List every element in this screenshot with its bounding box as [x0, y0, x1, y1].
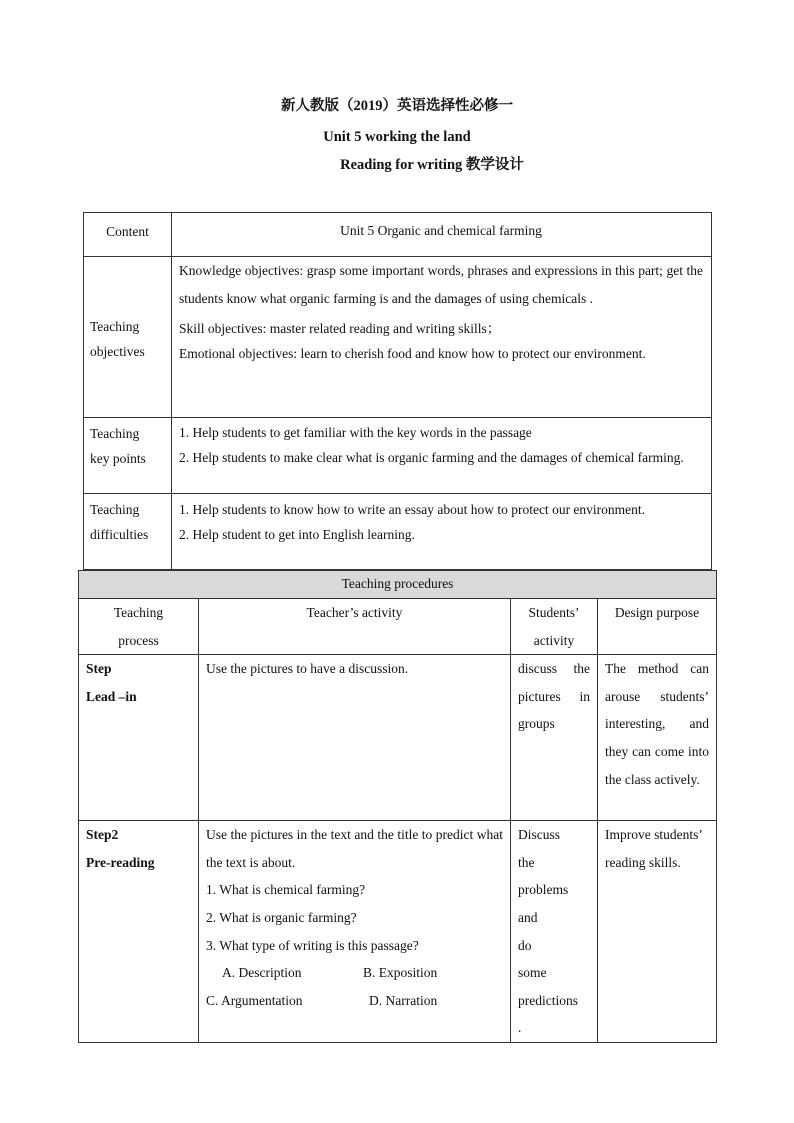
keypoint-1: 1. Help students to get familiar with the key words in the passage [179, 425, 532, 440]
procedure-row-lead-in [79, 655, 717, 821]
teacher-activity-line: Use the pictures in the text and the title to predict what the text is about. [206, 827, 503, 870]
design-purpose: The method can arouse students’ interesting, and they can come into the class actively. [598, 655, 717, 821]
content-label: Content [84, 213, 172, 257]
difficulties-label-line2: difficulties [90, 527, 149, 542]
keypoints-row [84, 418, 712, 494]
step-label: Step [86, 661, 112, 677]
teacher-activity-header: Teacher’s activity [199, 599, 511, 655]
teacher-activity [199, 655, 511, 821]
objectives-label [84, 257, 172, 418]
lesson-info-table [83, 212, 712, 570]
options-line-1 [206, 959, 503, 987]
stage-label: Lead –in [86, 688, 137, 704]
option-a: A. Description [222, 965, 302, 981]
keypoints-label-line2: key points [90, 451, 146, 466]
students-activity-header [511, 599, 598, 655]
content-value: Unit 5 Organic and chemical farming [172, 213, 712, 257]
procedure-row-pre-reading [79, 821, 717, 1043]
option-c: C. Argumentation [206, 992, 303, 1008]
difficulties-label [84, 494, 172, 570]
procedures-header-row [79, 599, 717, 655]
design-purpose: Improve students’ reading skills. [598, 821, 717, 1043]
content-row [84, 213, 712, 257]
question-3: 3. What type of writing is this passage? [206, 937, 419, 953]
knowledge-objective: Knowledge objectives: grasp some important words, phrases and expressions in this part; get the students know what organic farming is and the damages of using chemicals . [179, 263, 703, 306]
objectives-row [84, 257, 712, 418]
step-label: Step2 [86, 827, 119, 843]
students-activity: discuss the pictures in groups [511, 655, 598, 821]
objectives-content [172, 257, 712, 418]
document-title: 新人教版（2019）英语选择性必修一 [281, 98, 513, 114]
option-b: B. Exposition [363, 965, 438, 981]
process-header [79, 599, 199, 655]
keypoints-content [172, 418, 712, 494]
stage-label: Pre-reading [86, 854, 155, 870]
step-cell [79, 655, 199, 821]
difficulty-1: 1. Help students to know how to write an essay about how to protect our environment. [179, 502, 646, 517]
difficulties-content [172, 494, 712, 570]
option-d: D. Narration [369, 992, 438, 1008]
keypoint-2: 2. Help students to make clear what is organic farming and the damages of chemical farming. [179, 450, 684, 465]
keypoints-label [84, 418, 172, 494]
question-1: 1. What is chemical farming? [206, 882, 366, 898]
teacher-activity [199, 821, 511, 1043]
unit-title: Unit 5 working the land [323, 129, 471, 145]
procedures-title: Teaching procedures [79, 571, 717, 599]
difficulty-2: 2. Help student to get into English learning. [179, 527, 415, 542]
students-activity: Discuss the problems and do some predictions . [511, 821, 598, 1043]
students-header-line2: activity [533, 632, 575, 648]
process-header-line2: process [118, 632, 159, 648]
process-header-line1: Teaching [113, 605, 164, 620]
difficulties-row [84, 494, 712, 570]
options-line-2 [206, 987, 503, 1015]
procedures-table [78, 570, 717, 1043]
procedures-title-row [79, 571, 717, 599]
question-2: 2. What is organic farming? [206, 909, 357, 925]
difficulties-label-line1: Teaching [90, 502, 140, 517]
objectives-label-line2: objectives [90, 344, 145, 359]
keypoints-label-line1: Teaching [90, 426, 140, 441]
skill-objective: Skill objectives: master related reading and writing skills； [179, 321, 501, 336]
teacher-activity-line: Use the pictures to have a discussion. [206, 661, 409, 677]
emotional-objective: Emotional objectives: learn to cherish food and know how to protect our environment. [179, 346, 646, 361]
objectives-label-line1: Teaching [90, 319, 140, 334]
lesson-title: Reading for writing 教学设计 [340, 157, 524, 173]
design-purpose-header: Design purpose [598, 599, 717, 655]
students-header-line1: Students’ [528, 605, 580, 620]
step-cell [79, 821, 199, 1043]
